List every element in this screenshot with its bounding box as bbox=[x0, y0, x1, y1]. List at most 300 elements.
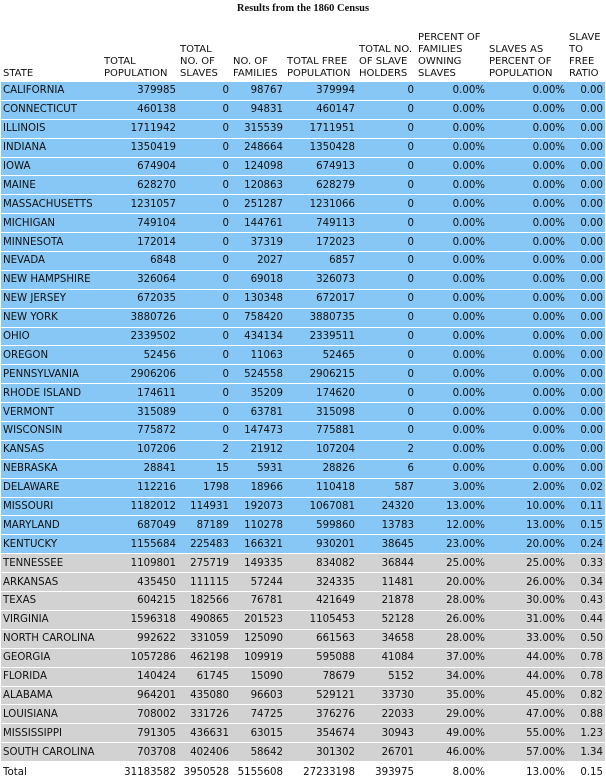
table-row bbox=[1, 497, 605, 516]
value-cell: 0.00% bbox=[487, 365, 567, 384]
value-cell: 462198 bbox=[178, 648, 231, 667]
value-cell: 248664 bbox=[231, 138, 285, 157]
value-cell: 33.00% bbox=[487, 629, 567, 648]
value-cell: 15 bbox=[178, 459, 231, 478]
state-name-cell: GEORGIA bbox=[1, 648, 102, 667]
value-cell: 0.24 bbox=[567, 535, 605, 554]
state-name-cell: FLORIDA bbox=[1, 667, 102, 686]
value-cell: 0 bbox=[357, 157, 416, 176]
col-header-slave-holders: TOTAL NO. OF SLAVE HOLDERS bbox=[359, 44, 413, 79]
value-cell: 0.00% bbox=[416, 440, 487, 459]
value-cell: 52465 bbox=[285, 346, 357, 365]
value-cell: 1231057 bbox=[102, 195, 178, 214]
value-cell: 1.23 bbox=[567, 724, 605, 743]
value-cell: 595088 bbox=[285, 648, 357, 667]
state-name-cell: VIRGINIA bbox=[1, 610, 102, 629]
value-cell: 0.11 bbox=[567, 497, 605, 516]
value-cell: 110418 bbox=[285, 478, 357, 497]
table-row bbox=[1, 686, 605, 705]
value-cell: 775881 bbox=[285, 422, 357, 441]
state-name-cell: NEW HAMPSHIRE bbox=[1, 270, 102, 289]
value-cell: 0.00 bbox=[567, 440, 605, 459]
value-cell: 0.00 bbox=[567, 252, 605, 271]
state-name-cell: ALABAMA bbox=[1, 686, 102, 705]
value-cell: 0 bbox=[357, 233, 416, 252]
state-name-cell: CONNECTICUT bbox=[1, 100, 102, 119]
table-row bbox=[1, 195, 605, 214]
value-cell: 0.00 bbox=[567, 384, 605, 403]
value-cell: 0.00 bbox=[567, 403, 605, 422]
state-name-cell: MAINE bbox=[1, 176, 102, 195]
value-cell: 0 bbox=[178, 327, 231, 346]
value-cell: 35209 bbox=[231, 384, 285, 403]
value-cell: 107206 bbox=[102, 440, 178, 459]
value-cell: 6 bbox=[357, 459, 416, 478]
state-name-cell: OHIO bbox=[1, 327, 102, 346]
value-cell: 0 bbox=[178, 422, 231, 441]
value-cell: 0.43 bbox=[567, 592, 605, 611]
value-cell: 0.00% bbox=[416, 195, 487, 214]
value-cell: 0.00 bbox=[567, 327, 605, 346]
value-cell: 5931 bbox=[231, 459, 285, 478]
value-cell: 21878 bbox=[357, 592, 416, 611]
value-cell: 57.00% bbox=[487, 743, 567, 762]
state-name-cell: TEXAS bbox=[1, 592, 102, 611]
value-cell: 0.00% bbox=[416, 233, 487, 252]
table-row bbox=[1, 289, 605, 308]
value-cell: 111115 bbox=[178, 573, 231, 592]
value-cell: 402406 bbox=[178, 743, 231, 762]
value-cell: 1711951 bbox=[285, 119, 357, 138]
value-cell: 0.00% bbox=[416, 100, 487, 119]
value-cell: 166321 bbox=[231, 535, 285, 554]
value-cell: 172023 bbox=[285, 233, 357, 252]
col-header-slave-free-ratio: SLAVE TO FREE RATIO bbox=[569, 32, 601, 79]
value-cell: 0.00% bbox=[487, 327, 567, 346]
value-cell: 0 bbox=[178, 289, 231, 308]
value-cell: 275719 bbox=[178, 554, 231, 573]
state-name-cell: SOUTH CAROLINA bbox=[1, 743, 102, 762]
value-cell: 0.82 bbox=[567, 686, 605, 705]
table-row bbox=[1, 422, 605, 441]
value-cell: 140424 bbox=[102, 667, 178, 686]
value-cell: 34.00% bbox=[416, 667, 487, 686]
value-cell: 110278 bbox=[231, 516, 285, 535]
value-cell: 0 bbox=[357, 138, 416, 157]
table-row bbox=[1, 516, 605, 535]
value-cell: 0.00 bbox=[567, 119, 605, 138]
value-cell: 0 bbox=[178, 195, 231, 214]
value-cell: 434134 bbox=[231, 327, 285, 346]
value-cell: 98767 bbox=[231, 82, 285, 100]
value-cell: 0.00% bbox=[416, 365, 487, 384]
value-cell: 0.00% bbox=[487, 157, 567, 176]
value-cell: 436631 bbox=[178, 724, 231, 743]
value-cell: 301302 bbox=[285, 743, 357, 762]
value-cell: 20.00% bbox=[487, 535, 567, 554]
value-cell: 0 bbox=[178, 346, 231, 365]
table-row bbox=[1, 384, 605, 403]
value-cell: 0 bbox=[178, 214, 231, 233]
table-row bbox=[1, 157, 605, 176]
value-cell: 0.00 bbox=[567, 82, 605, 100]
value-cell: 49.00% bbox=[416, 724, 487, 743]
value-cell: 0 bbox=[357, 214, 416, 233]
value-cell: 674913 bbox=[285, 157, 357, 176]
page-title: Results from the 1860 Census bbox=[236, 3, 370, 14]
value-cell: 599860 bbox=[285, 516, 357, 535]
value-cell: 326073 bbox=[285, 270, 357, 289]
value-cell: 0.00% bbox=[487, 119, 567, 138]
value-cell: 315089 bbox=[102, 403, 178, 422]
value-cell: 130348 bbox=[231, 289, 285, 308]
value-cell: 0 bbox=[357, 308, 416, 327]
value-cell: 15090 bbox=[231, 667, 285, 686]
value-cell: 13.00% bbox=[487, 516, 567, 535]
value-cell: 0.00% bbox=[487, 459, 567, 478]
value-cell: 0 bbox=[178, 138, 231, 157]
value-cell: 25.00% bbox=[487, 554, 567, 573]
value-cell: 11063 bbox=[231, 346, 285, 365]
state-name-cell: MISSOURI bbox=[1, 497, 102, 516]
table-row bbox=[1, 327, 605, 346]
value-cell: 0.00% bbox=[416, 459, 487, 478]
table-row bbox=[1, 308, 605, 327]
state-name-cell: MISSISSIPPI bbox=[1, 724, 102, 743]
value-cell: 41084 bbox=[357, 648, 416, 667]
value-cell: 5152 bbox=[357, 667, 416, 686]
value-cell: 0.44 bbox=[567, 610, 605, 629]
value-cell: 172014 bbox=[102, 233, 178, 252]
value-cell: 147473 bbox=[231, 422, 285, 441]
value-cell: 63015 bbox=[231, 724, 285, 743]
value-cell: 0 bbox=[178, 119, 231, 138]
value-cell: 0.00% bbox=[416, 270, 487, 289]
value-cell: 0.00% bbox=[487, 138, 567, 157]
value-cell: 0 bbox=[178, 365, 231, 384]
value-cell: 0.00% bbox=[416, 289, 487, 308]
state-name-cell: KENTUCKY bbox=[1, 535, 102, 554]
value-cell: 0.78 bbox=[567, 667, 605, 686]
table-row bbox=[1, 629, 605, 648]
value-cell: 758420 bbox=[231, 308, 285, 327]
value-cell: 26.00% bbox=[487, 573, 567, 592]
value-cell: 55.00% bbox=[487, 724, 567, 743]
value-cell: 421649 bbox=[285, 592, 357, 611]
value-cell: 0 bbox=[357, 403, 416, 422]
value-cell: 0 bbox=[357, 270, 416, 289]
value-cell: 628270 bbox=[102, 176, 178, 195]
value-cell: 331726 bbox=[178, 705, 231, 724]
value-cell: 28841 bbox=[102, 459, 178, 478]
value-cell: 30.00% bbox=[487, 592, 567, 611]
state-name-cell: ILLINOIS bbox=[1, 119, 102, 138]
value-cell: 12.00% bbox=[416, 516, 487, 535]
value-cell: 36844 bbox=[357, 554, 416, 573]
value-cell: 0 bbox=[357, 365, 416, 384]
value-cell: 31.00% bbox=[487, 610, 567, 629]
value-cell: 35.00% bbox=[416, 686, 487, 705]
value-cell: 992622 bbox=[102, 629, 178, 648]
value-cell: 0.00% bbox=[487, 289, 567, 308]
value-cell: 0.00% bbox=[416, 252, 487, 271]
state-name-cell: CALIFORNIA bbox=[1, 82, 102, 100]
state-name-cell: MASSACHUSETTS bbox=[1, 195, 102, 214]
value-cell: 0.00% bbox=[416, 308, 487, 327]
table-row bbox=[1, 459, 605, 478]
value-cell: 0.00 bbox=[567, 138, 605, 157]
value-cell: 0 bbox=[178, 176, 231, 195]
value-cell: 25.00% bbox=[416, 554, 487, 573]
col-header-total-slaves: TOTAL NO. OF SLAVES bbox=[180, 44, 218, 79]
value-cell: 0 bbox=[178, 252, 231, 271]
value-cell: 6857 bbox=[285, 252, 357, 271]
value-cell: 708002 bbox=[102, 705, 178, 724]
value-cell: 1105453 bbox=[285, 610, 357, 629]
value-cell: 26701 bbox=[357, 743, 416, 762]
state-name-cell: TENNESSEE bbox=[1, 554, 102, 573]
value-cell: 120863 bbox=[231, 176, 285, 195]
value-cell: 0.00% bbox=[487, 270, 567, 289]
value-cell: 0.00 bbox=[567, 270, 605, 289]
value-cell: 435080 bbox=[178, 686, 231, 705]
state-name-cell: DELAWARE bbox=[1, 478, 102, 497]
value-cell: 0.00 bbox=[567, 459, 605, 478]
value-cell: 0 bbox=[357, 346, 416, 365]
value-cell: 52456 bbox=[102, 346, 178, 365]
value-cell: 37.00% bbox=[416, 648, 487, 667]
value-cell: 2906215 bbox=[285, 365, 357, 384]
value-cell: 0.00% bbox=[487, 403, 567, 422]
value-cell: 1182012 bbox=[102, 497, 178, 516]
value-cell: 376276 bbox=[285, 705, 357, 724]
value-cell: 354674 bbox=[285, 724, 357, 743]
value-cell: 0.00% bbox=[487, 252, 567, 271]
value-cell: 44.00% bbox=[487, 667, 567, 686]
value-cell: 30943 bbox=[357, 724, 416, 743]
value-cell: 58642 bbox=[231, 743, 285, 762]
total-cell: 27233198 bbox=[285, 762, 357, 782]
value-cell: 0.78 bbox=[567, 648, 605, 667]
value-cell: 2339511 bbox=[285, 327, 357, 346]
table-row bbox=[1, 119, 605, 138]
value-cell: 524558 bbox=[231, 365, 285, 384]
value-cell: 0.02 bbox=[567, 478, 605, 497]
value-cell: 672017 bbox=[285, 289, 357, 308]
value-cell: 2027 bbox=[231, 252, 285, 271]
value-cell: 661563 bbox=[285, 629, 357, 648]
value-cell: 63781 bbox=[231, 403, 285, 422]
value-cell: 2 bbox=[178, 440, 231, 459]
value-cell: 0.00 bbox=[567, 195, 605, 214]
value-cell: 29.00% bbox=[416, 705, 487, 724]
value-cell: 749113 bbox=[285, 214, 357, 233]
value-cell: 26.00% bbox=[416, 610, 487, 629]
value-cell: 0.00% bbox=[487, 440, 567, 459]
value-cell: 379985 bbox=[102, 82, 178, 100]
state-name-cell: VERMONT bbox=[1, 403, 102, 422]
value-cell: 0.00% bbox=[416, 157, 487, 176]
value-cell: 1.34 bbox=[567, 743, 605, 762]
value-cell: 112216 bbox=[102, 478, 178, 497]
value-cell: 0 bbox=[357, 119, 416, 138]
state-name-cell: NEW YORK bbox=[1, 308, 102, 327]
state-name-cell: NEBRASKA bbox=[1, 459, 102, 478]
total-row bbox=[1, 762, 605, 782]
value-cell: 6848 bbox=[102, 252, 178, 271]
table-row bbox=[1, 705, 605, 724]
value-cell: 0.50 bbox=[567, 629, 605, 648]
value-cell: 109919 bbox=[231, 648, 285, 667]
value-cell: 0.00% bbox=[416, 214, 487, 233]
value-cell: 0.00 bbox=[567, 176, 605, 195]
value-cell: 0 bbox=[178, 100, 231, 119]
value-cell: 114931 bbox=[178, 497, 231, 516]
value-cell: 834082 bbox=[285, 554, 357, 573]
value-cell: 460147 bbox=[285, 100, 357, 119]
value-cell: 0.00% bbox=[416, 82, 487, 100]
value-cell: 13783 bbox=[357, 516, 416, 535]
total-cell: 0.15 bbox=[567, 762, 605, 782]
value-cell: 3880735 bbox=[285, 308, 357, 327]
table-row bbox=[1, 138, 605, 157]
value-cell: 0.00 bbox=[567, 346, 605, 365]
value-cell: 28.00% bbox=[416, 629, 487, 648]
value-cell: 125090 bbox=[231, 629, 285, 648]
table-row bbox=[1, 100, 605, 119]
value-cell: 687049 bbox=[102, 516, 178, 535]
value-cell: 38645 bbox=[357, 535, 416, 554]
value-cell: 0.00% bbox=[416, 422, 487, 441]
value-cell: 28.00% bbox=[416, 592, 487, 611]
value-cell: 0.34 bbox=[567, 573, 605, 592]
header-row bbox=[1, 30, 605, 82]
value-cell: 94831 bbox=[231, 100, 285, 119]
value-cell: 0.00 bbox=[567, 157, 605, 176]
value-cell: 33730 bbox=[357, 686, 416, 705]
value-cell: 11481 bbox=[357, 573, 416, 592]
value-cell: 0 bbox=[357, 384, 416, 403]
value-cell: 791305 bbox=[102, 724, 178, 743]
value-cell: 0 bbox=[357, 100, 416, 119]
table-row bbox=[1, 667, 605, 686]
table-row bbox=[1, 610, 605, 629]
state-name-cell: PENNSYLVANIA bbox=[1, 365, 102, 384]
value-cell: 20.00% bbox=[416, 573, 487, 592]
table-row bbox=[1, 743, 605, 762]
value-cell: 0.00 bbox=[567, 233, 605, 252]
value-cell: 2.00% bbox=[487, 478, 567, 497]
value-cell: 3880726 bbox=[102, 308, 178, 327]
value-cell: 0.00% bbox=[416, 138, 487, 157]
value-cell: 0.00% bbox=[487, 176, 567, 195]
value-cell: 13.00% bbox=[416, 497, 487, 516]
value-cell: 22033 bbox=[357, 705, 416, 724]
value-cell: 0 bbox=[178, 384, 231, 403]
value-cell: 78679 bbox=[285, 667, 357, 686]
value-cell: 331059 bbox=[178, 629, 231, 648]
value-cell: 930201 bbox=[285, 535, 357, 554]
value-cell: 10.00% bbox=[487, 497, 567, 516]
value-cell: 2339502 bbox=[102, 327, 178, 346]
total-cell: 3950528 bbox=[178, 762, 231, 782]
value-cell: 1711942 bbox=[102, 119, 178, 138]
table-row bbox=[1, 82, 605, 100]
value-cell: 61745 bbox=[178, 667, 231, 686]
value-cell: 174611 bbox=[102, 384, 178, 403]
value-cell: 1155684 bbox=[102, 535, 178, 554]
value-cell: 379994 bbox=[285, 82, 357, 100]
table-row bbox=[1, 214, 605, 233]
value-cell: 201523 bbox=[231, 610, 285, 629]
value-cell: 703708 bbox=[102, 743, 178, 762]
value-cell: 21912 bbox=[231, 440, 285, 459]
col-header-families: NO. OF FAMILIES bbox=[233, 56, 278, 79]
value-cell: 0 bbox=[357, 422, 416, 441]
state-name-cell: NORTH CAROLINA bbox=[1, 629, 102, 648]
value-cell: 674904 bbox=[102, 157, 178, 176]
value-cell: 96603 bbox=[231, 686, 285, 705]
value-cell: 315539 bbox=[231, 119, 285, 138]
value-cell: 435450 bbox=[102, 573, 178, 592]
value-cell: 0.33 bbox=[567, 554, 605, 573]
table-row bbox=[1, 724, 605, 743]
value-cell: 251287 bbox=[231, 195, 285, 214]
value-cell: 0.00% bbox=[416, 327, 487, 346]
value-cell: 0.00% bbox=[487, 422, 567, 441]
col-header-total-population: TOTAL POPULATION bbox=[104, 56, 168, 79]
table-row bbox=[1, 252, 605, 271]
value-cell: 0.15 bbox=[567, 516, 605, 535]
value-cell: 1109801 bbox=[102, 554, 178, 573]
value-cell: 326064 bbox=[102, 270, 178, 289]
state-name-cell: RHODE ISLAND bbox=[1, 384, 102, 403]
value-cell: 47.00% bbox=[487, 705, 567, 724]
value-cell: 0 bbox=[178, 308, 231, 327]
value-cell: 0.00 bbox=[567, 289, 605, 308]
state-name-cell: NEW JERSEY bbox=[1, 289, 102, 308]
value-cell: 529121 bbox=[285, 686, 357, 705]
value-cell: 3.00% bbox=[416, 478, 487, 497]
state-name-cell: NEVADA bbox=[1, 252, 102, 271]
total-cell: 8.00% bbox=[416, 762, 487, 782]
value-cell: 0.00% bbox=[487, 100, 567, 119]
value-cell: 87189 bbox=[178, 516, 231, 535]
value-cell: 18966 bbox=[231, 478, 285, 497]
value-cell: 76781 bbox=[231, 592, 285, 611]
value-cell: 0 bbox=[178, 233, 231, 252]
value-cell: 225483 bbox=[178, 535, 231, 554]
value-cell: 604215 bbox=[102, 592, 178, 611]
value-cell: 315098 bbox=[285, 403, 357, 422]
value-cell: 0.00% bbox=[416, 176, 487, 195]
value-cell: 0.00% bbox=[416, 403, 487, 422]
value-cell: 23.00% bbox=[416, 535, 487, 554]
value-cell: 0.00% bbox=[487, 308, 567, 327]
value-cell: 0 bbox=[357, 289, 416, 308]
table-row bbox=[1, 346, 605, 365]
value-cell: 0 bbox=[357, 327, 416, 346]
table-row bbox=[1, 592, 605, 611]
value-cell: 34658 bbox=[357, 629, 416, 648]
state-name-cell: MARYLAND bbox=[1, 516, 102, 535]
value-cell: 0.00 bbox=[567, 308, 605, 327]
col-header-state: STATE bbox=[3, 68, 34, 79]
state-name-cell: OREGON bbox=[1, 346, 102, 365]
value-cell: 0.00 bbox=[567, 100, 605, 119]
census-table bbox=[1, 30, 605, 782]
value-cell: 0.00% bbox=[487, 82, 567, 100]
